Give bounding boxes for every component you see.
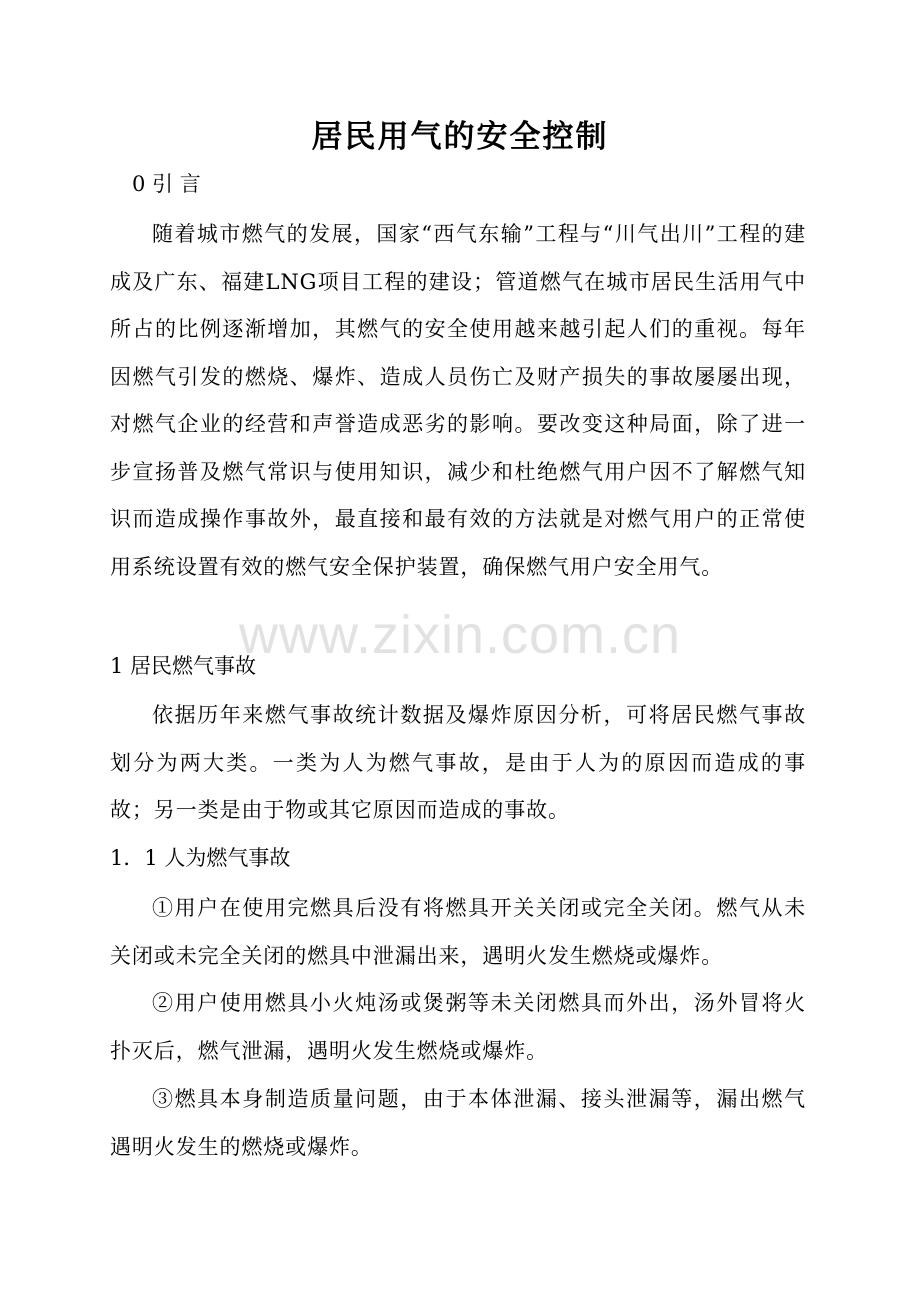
section-heading-residential-gas-accidents: 1 居民燃气事故 — [110, 654, 257, 678]
paragraph-accident-classification: 依据历年来燃气事故统计数据及爆炸原因分析，可将居民燃气事故划分为两大类。一类为人为燃气事故，是由于人为的原因而造成的事故；另一类是由于物或其它原因而造成的事故。 — [110, 703, 806, 822]
section-heading-introduction: 0 引 言 — [132, 172, 201, 196]
paragraph-item-1: ①用户在使用完燃具后没有将燃具开关关闭或完全关闭。燃气从未关闭或未完全关闭的燃具中泄漏出来，遇明火发生燃烧或爆炸。 — [110, 896, 806, 968]
watermark: www.zixin.com.cn — [238, 605, 682, 665]
section-heading-human-caused-accidents: 1．1 人为燃气事故 — [110, 846, 291, 870]
paragraph-item-3: ③燃具本身制造质量问题，由于本体泄漏、接头泄漏等，漏出燃气遇明火发生的燃烧或爆炸。 — [110, 1087, 806, 1159]
document-title: 居民用气的安全控制 — [311, 119, 609, 155]
paragraph-introduction: 随着城市燃气的发展，国家“西气东输”工程与“川气出川”工程的建成及广东、福建LNG项目工程的建设；管道燃气在城市居民生活用气中所占的比例逐渐增加，其燃气的安全使用越来越引起人们的重视。每年因燃气引发的燃烧、爆炸、造成人员伤亡及财产损失的事故屡屡出现，对燃气企业的经营和声誉造成恶劣的影响。要改变这种局面，除了进一步宣扬普及燃气常识与使用知识，减少和杜绝燃气用户因不了解燃气知识而造成操作事故外，最直接和最有效的方法就是对燃气用户的正常使用系统设置有效的燃气安全保护装置，确保燃气用户安全用气。 — [110, 222, 806, 579]
paragraph-item-2: ②用户使用燃具小火炖汤或煲粥等未关闭燃具而外出，汤外冒将火扑灭后，燃气泄漏，遇明火发生燃烧或爆炸。 — [110, 991, 806, 1063]
